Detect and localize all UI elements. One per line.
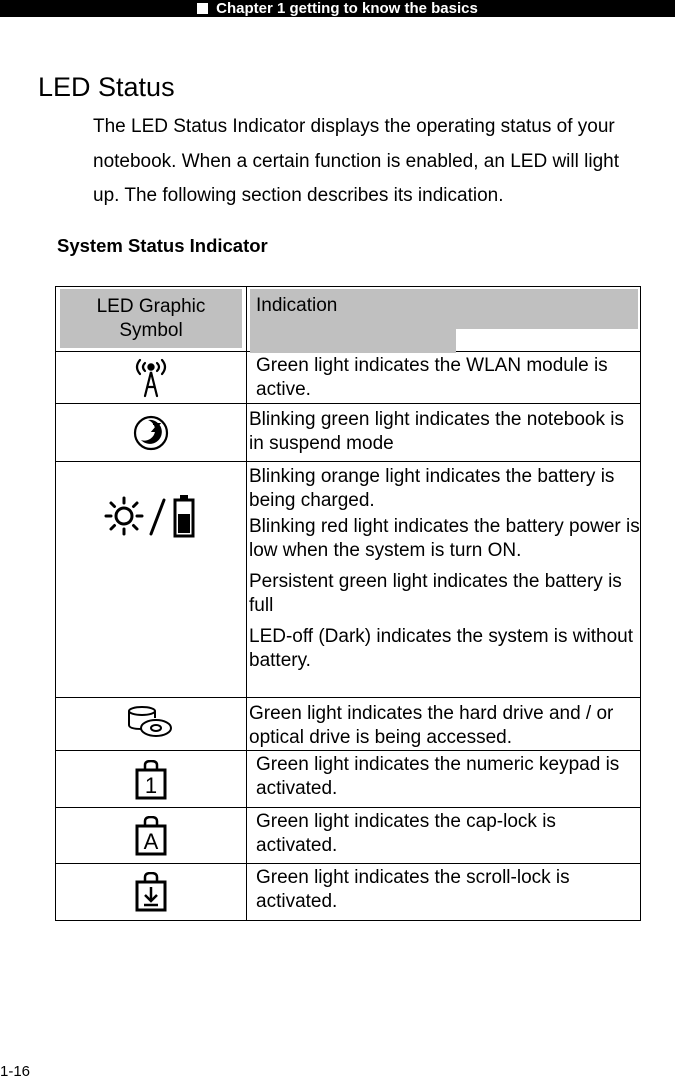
indication-text: Green light indicates the hard drive and / or optical drive is being accessed. — [249, 703, 614, 748]
subheading: System Status Indicator — [57, 235, 268, 256]
indication-text: Green light indicates the cap-lock is activated. — [256, 811, 556, 856]
indication-text: Persistent green light indicates the battery is full — [249, 571, 622, 616]
table-row — [56, 864, 641, 921]
intro-line: The LED Status Indicator displays the operating status of your — [93, 116, 615, 137]
symbol-cell — [56, 698, 247, 751]
symbol-cell — [56, 808, 247, 864]
num-lock-label: 1 — [144, 773, 158, 798]
power-battery-icon — [99, 492, 204, 542]
table-row — [56, 404, 641, 462]
scroll-lock-icon — [134, 872, 168, 912]
intro-line: notebook. When a certain function is enabled, an LED will light — [93, 150, 619, 172]
symbol-cell — [56, 352, 247, 404]
caps-lock-label: A — [143, 829, 159, 854]
header-symbol-label: LED Graphic Symbol — [96, 295, 206, 341]
header-symbol — [56, 287, 247, 352]
indication-text: LED-off (Dark) indicates the system is without battery. — [249, 626, 634, 671]
chapter-header — [0, 0, 675, 17]
table-row — [56, 352, 641, 404]
indication-text: Blinking orange light indicates the battery is being charged. — [249, 466, 615, 511]
indication-cell — [247, 404, 641, 462]
header-indication — [247, 287, 641, 352]
indication-text: Blinking red light indicates the battery power is low when the system is turn ON. — [249, 516, 640, 561]
num-lock-icon — [134, 760, 168, 800]
indication-text: Green light indicates the numeric keypad is activated. — [256, 754, 620, 799]
section-title: LED Status — [38, 72, 175, 102]
chapter-title: Chapter 1 getting to know the basics — [216, 0, 478, 17]
table-row — [56, 808, 641, 864]
intro-paragraph — [93, 110, 673, 214]
symbol-cell — [56, 864, 247, 921]
led-status-table — [55, 286, 641, 921]
hdd-optical-icon — [126, 704, 176, 740]
indication-cell — [247, 698, 641, 751]
indication-text: Blinking green light indicates the notebook is in suspend mode — [249, 409, 624, 454]
page-number: 1-16 — [0, 1063, 31, 1080]
symbol-cell — [56, 462, 247, 698]
indication-text: Green light indicates the WLAN module is active. — [256, 355, 608, 400]
indication-cell — [247, 864, 641, 921]
table-row — [56, 462, 641, 698]
indication-cell — [247, 462, 641, 698]
indication-cell — [247, 808, 641, 864]
intro-line: up. The following section describes its indication. — [93, 185, 504, 206]
wlan-antenna-icon — [131, 358, 171, 398]
symbol-cell — [56, 404, 247, 462]
indication-cell — [247, 352, 641, 404]
header-indication-label: Indication — [256, 295, 338, 316]
table-row — [56, 698, 641, 751]
table-row — [56, 751, 641, 808]
table-header-row — [56, 287, 641, 352]
indication-text: Green light indicates the scroll-lock is activated. — [256, 867, 570, 912]
suspend-moon-icon — [131, 413, 171, 453]
indication-cell — [247, 751, 641, 808]
square-bullet-icon — [197, 3, 208, 14]
caps-lock-icon — [134, 816, 168, 856]
symbol-cell — [56, 751, 247, 808]
